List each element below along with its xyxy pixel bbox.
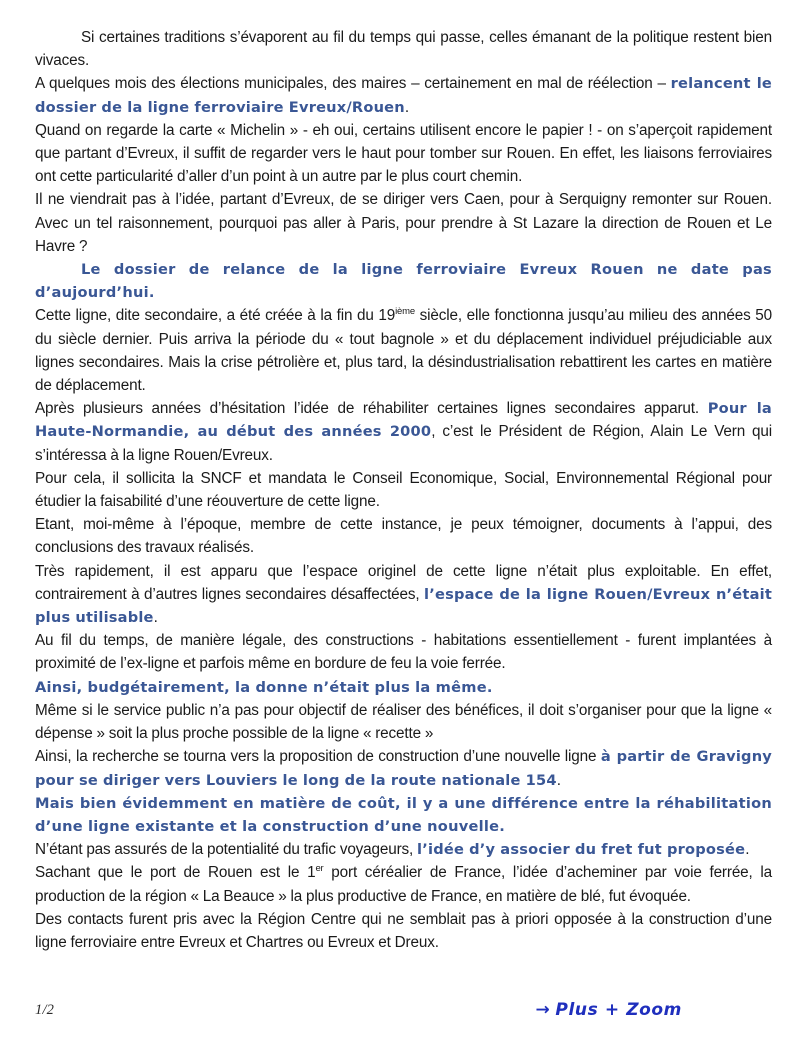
paragraph-9 bbox=[35, 513, 772, 559]
paragraph-7-tail: , c’est le Président de Région, Alain Le Vern qui s’intéressa à la ligne Rouen/Evreux. bbox=[35, 423, 772, 464]
paragraph-12-heading bbox=[35, 676, 772, 699]
paragraph-1 bbox=[35, 26, 772, 72]
paragraph-14 bbox=[35, 745, 772, 791]
paragraph-7 bbox=[35, 397, 772, 467]
paragraph-6 bbox=[35, 304, 772, 397]
paragraph-13-text: Même si le service public n’a pas pour objectif de réaliser des bénéfices, il doit s’organiser pour que la ligne « dépense » soit la plus proche possible de la ligne « recette » bbox=[35, 701, 772, 743]
paragraph-10-text: Très rapidement, il est apparu que l’espace originel de cette ligne n’était plus exploitable. En effet, contrairement à d’autres lignes secondaires désaffectées, bbox=[35, 562, 772, 603]
highlight-gravigny-louviers: à partir de Gravigny pour se diriger vers Louviers le long de la route nationale 154 bbox=[35, 748, 773, 789]
paragraph-4 bbox=[35, 188, 772, 258]
paragraph-2-text: A quelques mois des élections municipales, des maires – certainement en mal de réélection – bbox=[35, 75, 671, 93]
paragraph-14-tail: . bbox=[556, 771, 561, 789]
paragraph-4-text: Il ne viendrait pas à l’idée, partant d’Evreux, de se diriger vers Caen, pour à Serquigny remonter sur Rouen. Avec un tel raisonnement, pourquoi pas aller à Paris, pour prendre à St Lazare la direction de Rouen et Le Havre ? bbox=[35, 191, 772, 255]
document-body bbox=[35, 26, 772, 954]
highlight-ainsi-budgetairement: Ainsi, budgétairement, la donne n’était plus la même bbox=[35, 678, 487, 696]
more-zoom-link[interactable] bbox=[536, 1000, 682, 1020]
page-number: 1/2 bbox=[35, 1001, 55, 1018]
paragraph-12-tail: . bbox=[486, 678, 493, 696]
paragraph-10 bbox=[35, 560, 772, 630]
paragraph-16-tail: . bbox=[745, 841, 750, 859]
paragraph-16 bbox=[35, 838, 772, 861]
paragraph-17-text-a: Sachant que le port de Rouen est le 1 bbox=[35, 864, 316, 882]
highlight-relancent-dossier: relancent le dossier de la ligne ferroviaire Evreux/Rouen bbox=[35, 75, 772, 116]
paragraph-18 bbox=[35, 908, 772, 954]
highlight-difference-cout: Mais bien évidemment en matière de coût, il y a une différence entre la réhabilitation d’une ligne existante et la construction d’une nouvelle bbox=[35, 794, 772, 835]
page-footer bbox=[35, 996, 772, 1024]
ordinal-superscript-ieme: ième bbox=[395, 306, 416, 318]
paragraph-15-heading bbox=[35, 792, 772, 838]
right-arrow-icon: → bbox=[535, 1000, 551, 1020]
paragraph-13 bbox=[35, 699, 772, 745]
paragraph-15-tail: . bbox=[499, 817, 506, 835]
paragraph-5-tail: . bbox=[148, 284, 155, 302]
paragraph-6-text-a: Cette ligne, dite secondaire, a été créée à la fin du 19 bbox=[35, 307, 396, 325]
paragraph-10-tail: . bbox=[153, 609, 158, 627]
paragraph-6-text-b: siècle, elle fonctionna jusqu’au milieu des années 50 du siècle dernier. Puis arriva la période du « tout bagnole » et du déplacement individuel préjudiciable aux lignes secondaires. Mais la crise pétrolière et, plus tard, la désindustrialisation rebattirent les cartes en matière de déplacement. bbox=[35, 307, 772, 395]
paragraph-3 bbox=[35, 119, 772, 189]
paragraph-11-text: Au fil du temps, de manière légale, des constructions - habitations essentiellement - furent implantées à proximité de l’ex-ligne et parfois même en bordure de feu la voie ferrée. bbox=[35, 632, 772, 673]
paragraph-7-text: Après plusieurs années d’hésitation l’idée de réhabiliter certaines lignes secondaires apparut. bbox=[35, 400, 708, 418]
paragraph-2 bbox=[35, 72, 772, 118]
paragraph-1-text: Si certaines traditions s’évaporent au fil du temps qui passe, celles émanant de la politique restent bien vivaces. bbox=[35, 29, 772, 70]
paragraph-14-text: Ainsi, la recherche se tourna vers la proposition de construction d’une nouvelle ligne bbox=[35, 748, 601, 766]
paragraph-16-text: N’étant pas assurés de la potentialité du trafic voyageurs, bbox=[35, 841, 418, 859]
paragraph-18-text: Des contacts furent pris avec la Région Centre qui ne semblait pas à priori opposée à la construction d’une ligne ferroviaire entre Evreux et Chartres ou Evreux et Dreux. bbox=[35, 910, 772, 951]
highlight-fret-propose: l’idée d’y associer du fret fut proposée bbox=[417, 841, 746, 859]
paragraph-17-text-b: port céréalier de France, l’idée d’acheminer par voie ferrée, la production de la région « La Beauce » la plus productive de France, en matière de blé, fut évoquée. bbox=[35, 864, 772, 905]
highlight-haute-normandie: Pour la Haute-Normandie, au début des années 2000 bbox=[35, 400, 772, 441]
paragraph-11 bbox=[35, 629, 772, 675]
highlight-dossier-relance-heading: Le dossier de relance de la ligne ferroviaire Evreux Rouen ne date pas d’aujourd’hui bbox=[35, 261, 772, 302]
paragraph-8 bbox=[35, 467, 772, 513]
paragraph-5-heading bbox=[35, 258, 772, 304]
ordinal-superscript-er: er bbox=[315, 863, 324, 875]
highlight-espace-ligne: l’espace de la ligne Rouen/Evreux n’était plus utilisable bbox=[35, 585, 773, 627]
more-zoom-label: Plus + Zoom bbox=[555, 1000, 682, 1020]
paragraph-9-text: Etant, moi-même à l’époque, membre de cette instance, je peux témoigner, documents à l’appui, des conclusions des travaux réalisés. bbox=[35, 516, 772, 557]
paragraph-2-tail: . bbox=[404, 98, 409, 116]
paragraph-17 bbox=[35, 861, 772, 907]
paragraph-8-text: Pour cela, il sollicita la SNCF et mandata le Conseil Economique, Social, Environnemental Régional pour étudier la faisabilité d’une réouverture de cette ligne. bbox=[35, 469, 772, 511]
paragraph-3-text: Quand on regarde la carte « Michelin » - eh oui, certains utilisent encore le papier ! - on s’aperçoit rapidement que partant d’Evreux, il suffit de regarder vers le haut pour tomber sur Rouen. En effet, les liaisons ferroviaires ont cette particularité d’aller d’un point à un autre par le plus court chemin. bbox=[35, 121, 772, 186]
